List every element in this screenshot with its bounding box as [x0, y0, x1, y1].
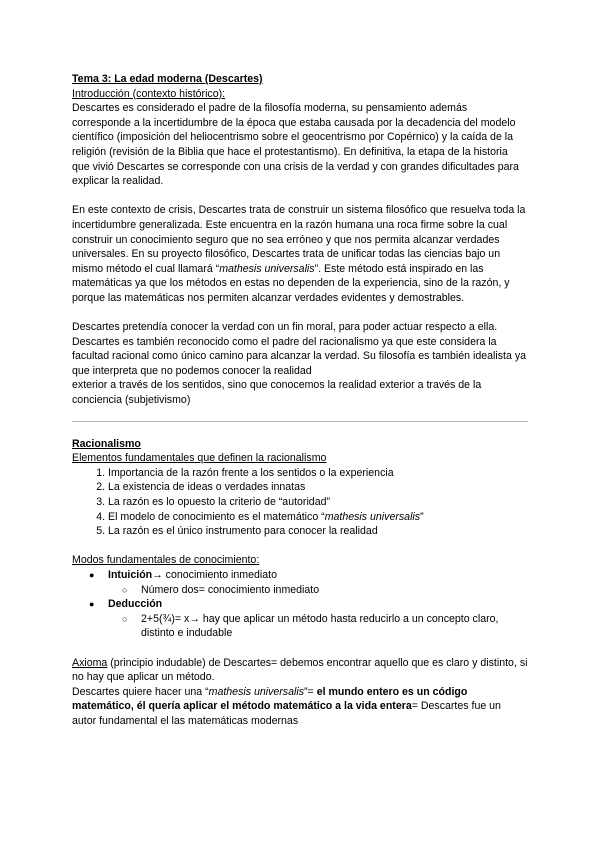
modos-heading: Modos fundamentales de conocimiento: — [72, 554, 260, 567]
sub-list — [108, 612, 528, 641]
elements-heading: Elementos fundamentales que definen la racionalismo — [72, 452, 327, 465]
racionalismo-title: Racionalismo — [72, 437, 141, 450]
paragraph-axioma — [72, 656, 528, 685]
circle-bullet-icon: ○ — [122, 613, 128, 624]
text-run: Número dos= conocimiento inmediato — [141, 583, 320, 596]
paragraph-context: Descartes es considerado el padre de la filosofía moderna, su pensamiento además corresponde a la incertidumbre de la época que estaba causada por la decadencia del modelo científico (imposición del heliocentrismo sobre el geocentrismo por Copérnico) y la caída de la religión (revisión de la Biblia que hace el protestantismo). En definitiva, la etapa de la historia que vivió Descartes se corresponde con una crisis de la verdad y con grandes dificultades para explicar la realidad. — [72, 102, 519, 188]
list-item — [89, 597, 528, 641]
text-run: ” — [420, 510, 424, 523]
mathesis-term: mathesis universalis — [219, 262, 315, 275]
text-run: En este contexto de crisis, Descartes trata de construir un sistema filosófico que resuelva toda la incertidumbre generalizada. Este encuentra en la razón humana una roca firme sobre la cual construir un conocimiento seguro que no sea erróneo y que nos permita alcanzar verdades universales. En su proyecto filosófico, Descartes trata de unificar todas las ciencias bajo un mismo método el cual llamará “ — [72, 204, 526, 275]
text-run: 2+5(¾)= x→ hay que aplicar un método hasta reducirlo a un concepto claro, distinto e indudable — [141, 612, 499, 640]
text-run: = Descartes fue un autor fundamental el las matemáticas modernas — [72, 700, 501, 727]
text-run: exterior a través de los sentidos, sino que conocemos la realidad exterior a través de la conciencia (subjetivismo) — [72, 379, 482, 407]
paragraph-rationalism — [72, 320, 528, 408]
spacer — [72, 539, 528, 554]
text-run: ”= — [304, 685, 317, 698]
section-title: Tema 3: La edad moderna (Descartes) — [72, 73, 263, 85]
document-page — [72, 72, 528, 729]
spacer — [72, 306, 528, 321]
bullet-icon: ● — [89, 570, 95, 580]
bold-statement: el mundo entero es un código matemático, él quería aplicar el método matemático a la vida entera — [72, 685, 468, 713]
list-item: 5. La razón es el único instrumento para conocer la realidad — [108, 524, 528, 539]
horizontal-divider — [72, 421, 528, 422]
intuicion-label: Intuición — [108, 569, 153, 581]
intro-heading: Introducción (contexto histórico): — [72, 87, 226, 100]
list-item — [122, 612, 528, 641]
bullet-icon: ● — [89, 599, 95, 610]
text-run: Descartes quiere hacer una “ — [72, 685, 209, 698]
list-item: 2. La existencia de ideas o verdades innatas — [108, 480, 528, 495]
text-run: El modelo de conocimiento es el matemático “ — [108, 510, 325, 523]
modos-list — [72, 568, 528, 641]
elements-list — [72, 466, 528, 539]
deduccion-label: Deducción — [108, 598, 163, 611]
mathesis-term: mathesis universalis — [324, 510, 421, 523]
circle-bullet-icon: ○ — [122, 584, 128, 595]
sub-list — [108, 583, 528, 598]
text-run: Descartes pretendía conocer la verdad con un fin moral, para poder actuar respecto a ella. Descartes es también reconocido como el padre del racionalismo ya que este considera la facultad racional como único camino para alcanzar la verdad. Su filosofía es también idealista ya que interpreta que no podemos conocer la realidad — [72, 321, 527, 377]
list-item — [108, 510, 528, 525]
text-run: (principio indudable) de Descartes= debemos encontrar aquello que es claro y distinto, si no hay que aplicar un método. — [72, 656, 528, 684]
text-run: ”. Este método está inspirado en las matemáticas ya que los métodos en estas no dependen de la experiencia, sino de la razón, y porque las matemáticas nos permiten alcanzar verdades evidentes y demostrables. — [72, 262, 510, 304]
list-item — [122, 583, 528, 598]
list-item: 1. Importancia de la razón frente a los sentidos o la experiencia — [108, 466, 528, 481]
text-run: → conocimiento inmediato — [152, 569, 277, 581]
paragraph-method — [72, 203, 528, 305]
paragraph-conclusion — [72, 685, 528, 729]
list-item — [89, 568, 528, 597]
axioma-term: Axioma — [72, 656, 108, 669]
spacer — [72, 641, 528, 656]
list-item: 3. La razón es lo opuesto la criterio de “autoridad” — [108, 495, 528, 510]
mathesis-term: mathesis universalis — [208, 685, 305, 698]
spacer — [72, 189, 528, 204]
